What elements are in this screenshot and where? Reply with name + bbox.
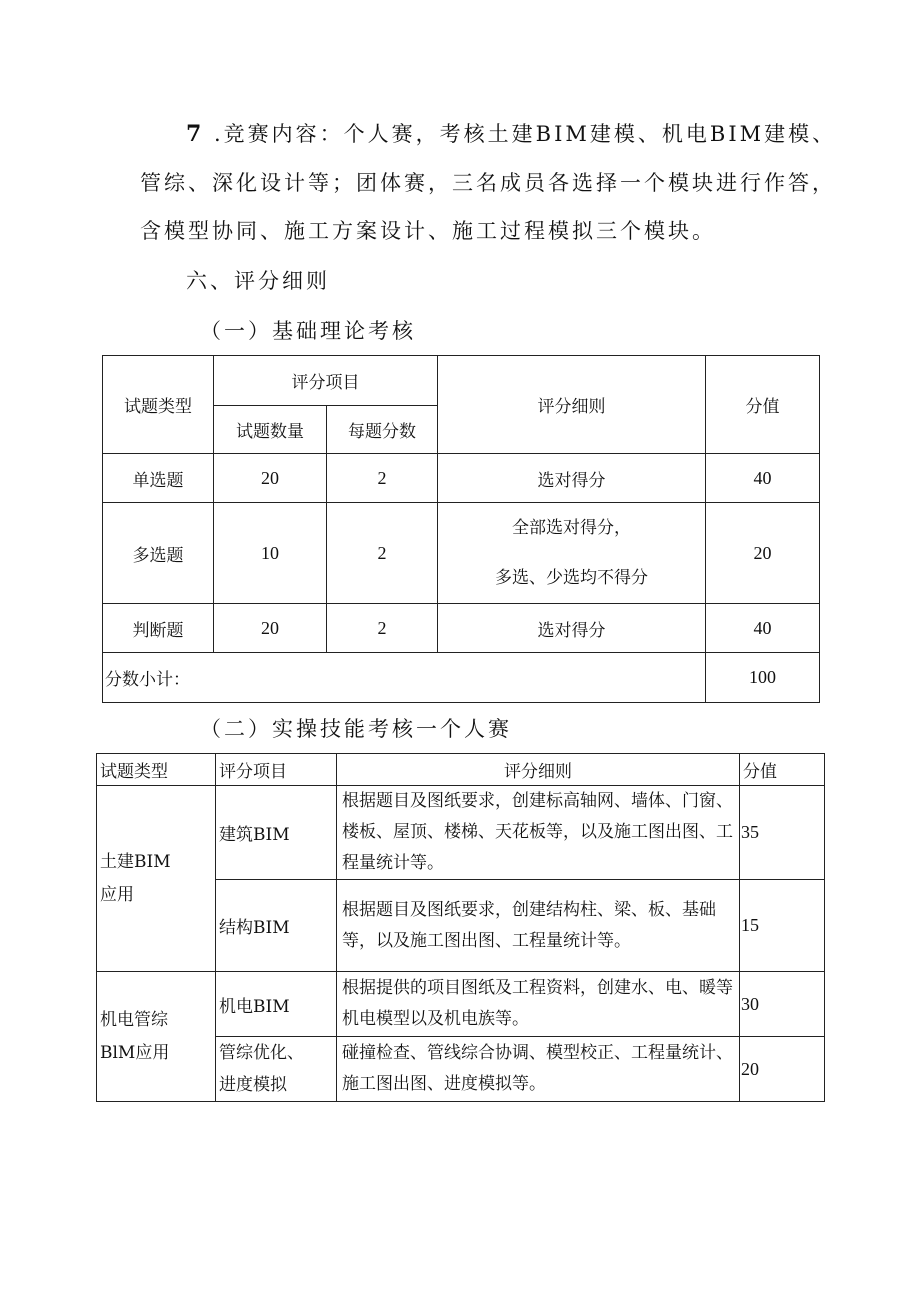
paragraph-line-2: 管综、深化设计等；团体赛，三名成员各选择一个模块进行作答，: [140, 171, 836, 195]
subtotal-row: [103, 653, 820, 703]
row-type: 单选题: [103, 454, 214, 503]
row-per-score: 2: [327, 454, 438, 503]
table2-title: （二）实操技能考核一个人赛: [200, 717, 512, 741]
row-score: 20: [740, 1037, 825, 1102]
practical-skill-table: [96, 753, 825, 1102]
row-detail: 根据题目及图纸要求，创建标高轴网、墙体、门窗、楼板、屋顶、楼梯、天花板等，以及施工图出图、工程量统计等。: [337, 786, 740, 880]
row-score: 15: [740, 880, 825, 972]
category-mep: 机电管综 BlM应用: [97, 972, 216, 1102]
item-number: 7: [186, 121, 205, 147]
header-type: 试题类型: [103, 356, 214, 454]
header-per-score: 每题分数: [327, 406, 438, 454]
header-score: 分值: [740, 754, 825, 786]
subtotal-value: 100: [706, 653, 820, 703]
header-item: 评分项目: [214, 356, 438, 406]
row-detail: 选对得分: [438, 604, 706, 653]
table-row: [97, 972, 825, 1037]
category-civil: 土建BIM 应用: [97, 786, 216, 972]
section-heading: 六、评分细则: [186, 269, 330, 293]
row-type: 多选题: [103, 503, 214, 604]
row-count: 10: [214, 503, 327, 604]
header-detail: 评分细则: [438, 356, 706, 454]
header-type: 试题类型: [97, 754, 216, 786]
row-per-score: 2: [327, 604, 438, 653]
table-row: [103, 454, 820, 503]
paragraph-line-1: 7 .竞赛内容：个人赛，考核土建BIM建模、机电BIM建模、: [186, 121, 837, 147]
row-item: 管综优化、 进度模拟: [216, 1037, 337, 1102]
row-score: 30: [740, 972, 825, 1037]
header-detail: 评分细则: [337, 754, 740, 786]
table-row: [103, 503, 820, 604]
row-type: 判断题: [103, 604, 214, 653]
row-detail: 根据提供的项目图纸及工程资料，创建水、电、暖等机电模型以及机电族等。: [337, 972, 740, 1037]
table-row: [97, 786, 825, 880]
row-count: 20: [214, 454, 327, 503]
header-count: 试题数量: [214, 406, 327, 454]
table1-title: （一）基础理论考核: [200, 319, 416, 343]
row-item: 建筑BIM: [216, 786, 337, 880]
basic-theory-table: [102, 355, 820, 703]
row-score: 35: [740, 786, 825, 880]
header-score: 分值: [706, 356, 820, 454]
row-item: 机电BIM: [216, 972, 337, 1037]
subtotal-label: 分数小计：: [103, 653, 706, 703]
row-item: 结构BIM: [216, 880, 337, 972]
row-score: 40: [706, 604, 820, 653]
paragraph-line-3: 含模型协同、施工方案设计、施工过程模拟三个模块。: [140, 219, 716, 243]
row-detail: 选对得分: [438, 454, 706, 503]
row-detail: 根据题目及图纸要求，创建结构柱、梁、板、基础等，以及施工图出图、工程量统计等。: [337, 880, 740, 972]
row-per-score: 2: [327, 503, 438, 604]
row-score: 20: [706, 503, 820, 604]
row-detail: 碰撞检查、管线综合协调、模型校正、工程量统计、施工图出图、进度模拟等。: [337, 1037, 740, 1102]
table-row: [103, 604, 820, 653]
row-score: 40: [706, 454, 820, 503]
header-item: 评分项目: [216, 754, 337, 786]
row-detail: 全部选对得分， 多选、少选均不得分: [438, 503, 706, 604]
row-count: 20: [214, 604, 327, 653]
